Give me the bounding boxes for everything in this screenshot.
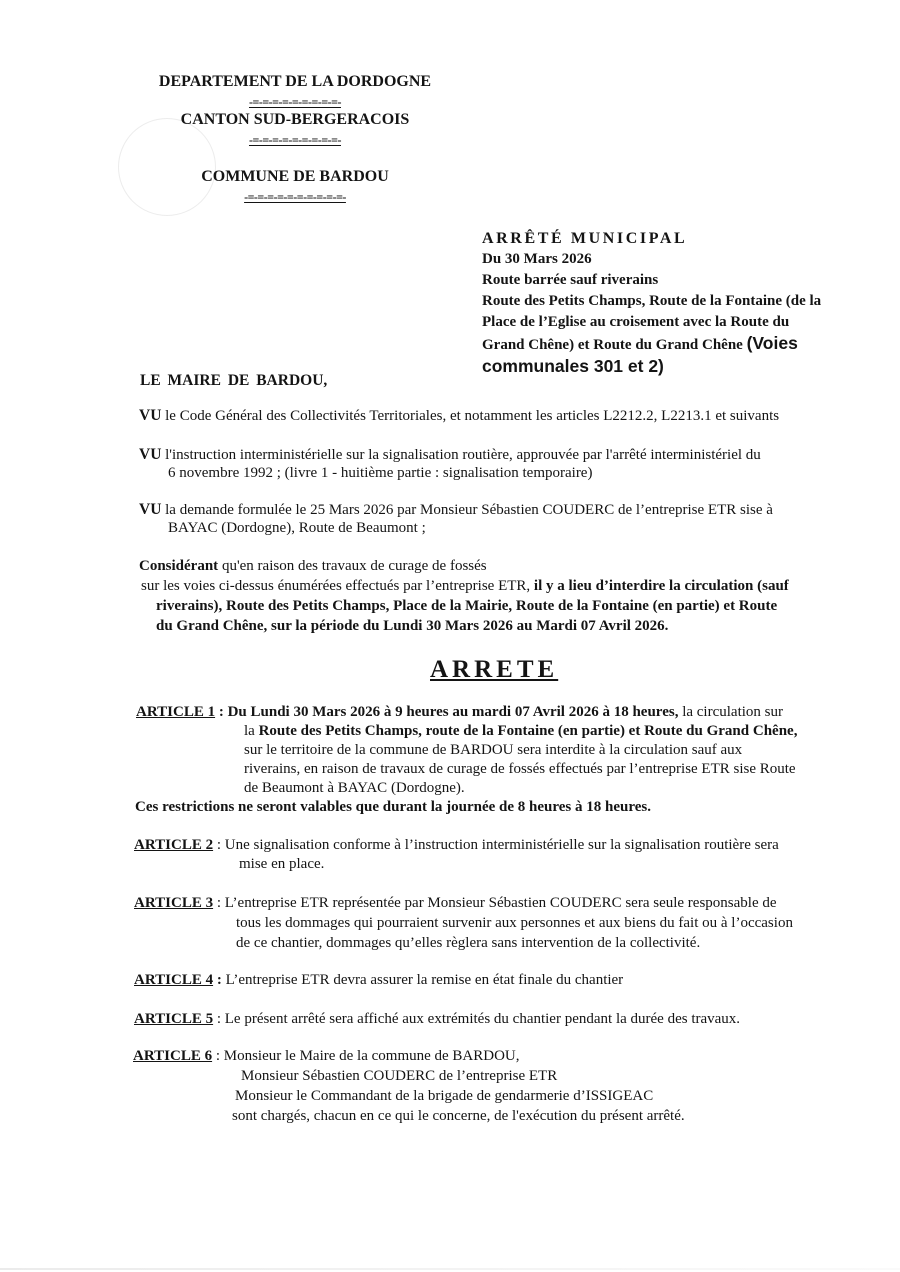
- article-4-sep: :: [213, 972, 226, 988]
- vu-1-label: VU: [139, 407, 162, 424]
- considerant-line-4: du Grand Chêne, sur la période du Lundi 30 Mars 2026 au Mardi 07 Avril 2026.: [156, 618, 669, 634]
- vu-1: [139, 407, 779, 425]
- vu-3: [139, 501, 773, 519]
- vu-1-text: le Code Général des Collectivités Territoriales, et notamment les articles L2212.2, L2213.1 et suivants: [165, 408, 780, 424]
- article-2-line-1: [134, 837, 779, 854]
- article-1-restriction: Ces restrictions ne seront valables que durant la journée de 8 heures à 18 heures.: [135, 799, 651, 815]
- subject-line-4-sans: (Voies: [746, 333, 798, 353]
- subject-line-3: Place de l’Eglise au croisement avec la Route du: [482, 314, 790, 330]
- considerant-line-3: riverains), Route des Petits Champs, Place de la Mairie, Route de la Fontaine (en partie) et Route: [156, 598, 778, 614]
- article-1-line-5: de Beaumont à BAYAC (Dordogne).: [244, 780, 465, 796]
- article-1-roads: Route des Petits Champs, route de la Fontaine (en partie) et Route du Grand Chêne,: [258, 723, 798, 739]
- article-2-line-2: mise en place.: [239, 856, 325, 872]
- commune-heading: COMMUNE DE BARDOU: [201, 168, 389, 185]
- article-5-line-1: [134, 1011, 740, 1028]
- title-block: [482, 228, 872, 377]
- article-1-dates: Du Lundi 30 Mars 2026 à 9 heures au mardi 07 Avril 2026 à 18 heures,: [227, 704, 679, 720]
- considerant-label: Considérant: [139, 558, 219, 574]
- subject-line-2: Route des Petits Champs, Route de la Fontaine (de la: [482, 293, 822, 309]
- article-3-line-3: de ce chantier, dommages qu’elles règlera sans intervention de la collectivité.: [236, 935, 701, 951]
- article-2-text: Une signalisation conforme à l’instruction interministérielle sur la signalisation routière sera: [224, 837, 779, 853]
- subject-line-4: [482, 333, 872, 356]
- article-3-label: ARTICLE 3: [134, 895, 214, 911]
- document-title: ARRÊTÉ MUNICIPAL: [482, 230, 688, 247]
- article-6-line-3: Monsieur le Commandant de la brigade de gendarmerie d’ISSIGEAC: [235, 1088, 654, 1104]
- article-6-line-4: sont chargés, chacun en ce qui le concerne, de l'exécution du présent arrêté.: [232, 1108, 685, 1124]
- arrete-heading: ARRETE: [430, 656, 559, 683]
- article-1-sep: :: [215, 704, 228, 720]
- article-6-sep: :: [212, 1048, 224, 1064]
- header-divider-2: -=-=-=-=-=-=-=-=-=-: [248, 133, 341, 147]
- article-1-line-1: [136, 704, 783, 721]
- considerant-line-1: [139, 558, 487, 575]
- article-3-line-1: [134, 895, 777, 912]
- vu-3-line-2: BAYAC (Dordogne), Route de Beaumont ;: [168, 520, 426, 536]
- article-1-line-2: [244, 723, 797, 740]
- scan-edge: [0, 1268, 900, 1270]
- vu-2-line-2: 6 novembre 1992 ; (livre 1 - huitième partie : signalisation temporaire): [168, 465, 593, 481]
- article-3-line-2: tous les dommages qui pourraient survenir aux personnes et aux biens du fait ou à l’occasion: [236, 915, 793, 931]
- article-6-text: Monsieur le Maire de la commune de BARDOU,: [223, 1048, 520, 1064]
- article-5-text: Le présent arrêté sera affiché aux extrémités du chantier pendant la durée des travaux.: [224, 1011, 741, 1027]
- vu-3-label: VU: [139, 501, 162, 518]
- article-2-label: ARTICLE 2: [134, 837, 214, 853]
- article-5-label: ARTICLE 5: [134, 1011, 214, 1027]
- article-6-line-2: Monsieur Sébastien COUDERC de l’entreprise ETR: [241, 1068, 558, 1084]
- department-heading: DEPARTEMENT DE LA DORDOGNE: [158, 73, 432, 90]
- vu-2-line-1: l'instruction interministérielle sur la signalisation routière, approuvée par l'arrêté interministériel du: [165, 447, 761, 463]
- considerant-line-2-text: sur les voies ci-dessus énumérées effectués par l’entreprise ETR,: [141, 578, 534, 594]
- article-3-sep: :: [213, 895, 225, 911]
- vu-2: [139, 446, 761, 464]
- article-1-line-4: riverains, en raison de travaux de curage de fossés effectués par l’entreprise ETR sise Route: [244, 761, 796, 777]
- subject-line-4-text: Grand Chêne) et Route du Grand Chêne: [482, 337, 747, 353]
- vu-3-line-1: la demande formulée le 25 Mars 2026 par Monsieur Sébastien COUDERC de l’entreprise ETR sise à: [165, 502, 773, 518]
- article-5-sep: :: [213, 1011, 225, 1027]
- article-2-sep: :: [213, 837, 225, 853]
- article-4-text: L’entreprise ETR devra assurer la remise en état finale du chantier: [225, 972, 624, 988]
- document-date: Du 30 Mars 2026: [482, 251, 592, 267]
- article-3-text: L’entreprise ETR représentée par Monsieur Sébastien COUDERC sera seule responsable de: [224, 895, 777, 911]
- article-1-line-3: sur le territoire de la commune de BARDOU sera interdite à la circulation sauf aux: [244, 742, 743, 758]
- considerant-line-2-bold: il y a lieu d’interdire la circulation (sauf: [533, 578, 789, 594]
- article-6-line-1: [133, 1048, 520, 1065]
- article-1-label: ARTICLE 1: [136, 704, 216, 720]
- article-6-label: ARTICLE 6: [133, 1048, 213, 1064]
- subject-line-5: communales 301 et 2): [482, 356, 664, 376]
- mayor-heading: LE MAIRE DE BARDOU,: [140, 372, 328, 389]
- article-4-label: ARTICLE 4: [134, 972, 214, 988]
- considerant-line-1-text: qu'en raison des travaux de curage de fossés: [218, 558, 487, 574]
- canton-heading: CANTON SUD-BERGERACOIS: [180, 111, 410, 128]
- article-4-line-1: [134, 972, 623, 989]
- considerant-line-2: [141, 578, 789, 595]
- article-1-line-2-prefix: la: [244, 723, 259, 739]
- header-divider-3: -=-=-=-=-=-=-=-=-=-=-: [244, 190, 346, 204]
- header-divider-1: -=-=-=-=-=-=-=-=-=-: [248, 95, 341, 109]
- subject-line-1: Route barrée sauf riverains: [482, 272, 659, 288]
- vu-2-label: VU: [139, 446, 162, 463]
- article-1-line-1-rest: la circulation sur: [678, 704, 783, 720]
